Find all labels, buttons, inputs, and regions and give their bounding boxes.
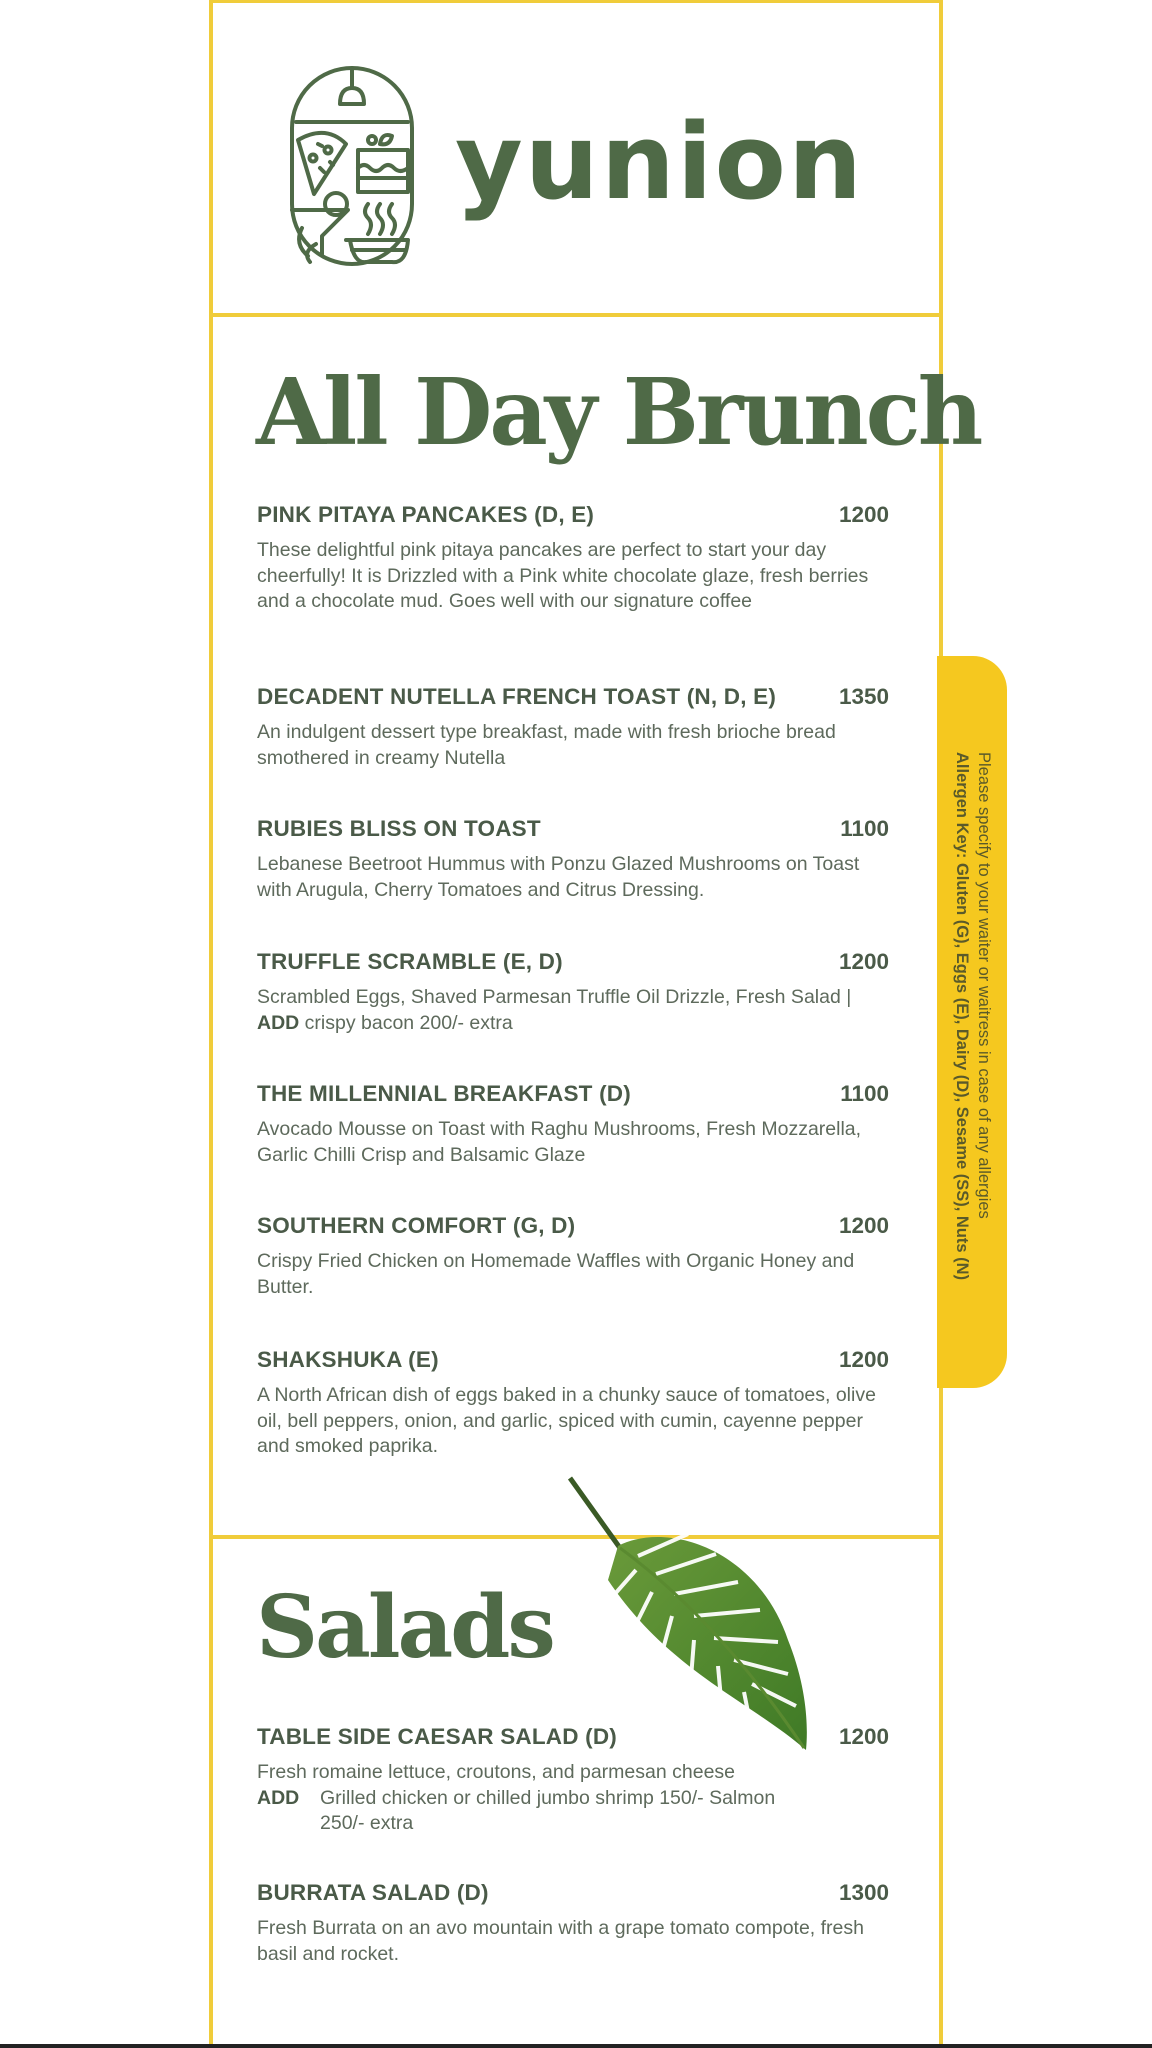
item-name: PINK PITAYA PANCAKES (D, E) — [257, 502, 595, 527]
item-description: Avocado Mousse on Toast with Raghu Mushrooms, Fresh Mozzarella, Garlic Chilli Crisp and Balsamic Glaze — [257, 1118, 862, 1166]
menu-item — [257, 949, 889, 1036]
item-description: An indulgent dessert type breakfast, made with fresh brioche bread smothered in creamy Nutella — [257, 721, 836, 769]
item-price: 1200 — [838, 1724, 889, 1749]
restaurant-emblem-icon — [288, 64, 416, 268]
item-name: DECADENT NUTELLA FRENCH TOAST (N, D, E) — [257, 684, 777, 709]
menu-item — [257, 1880, 889, 1967]
item-price: 1100 — [840, 816, 889, 841]
item-price: 1200 — [838, 1213, 889, 1238]
allergen-notice: Please specify to your waiter or waitress in case of any allergies — [975, 752, 993, 1219]
menu-item — [257, 1081, 889, 1168]
item-name: BURRATA SALAD (D) — [257, 1880, 489, 1905]
item-price: 1100 — [840, 1081, 889, 1106]
item-name: THE MILLENNIAL BREAKFAST (D) — [257, 1081, 631, 1106]
item-description: Lebanese Beetroot Hummus with Ponzu Glazed Mushrooms on Toast with Arugula, Cherry Tomatoes and Citrus Dressing. — [257, 853, 860, 901]
add-label: ADD — [257, 1786, 300, 1809]
item-description: Crispy Fried Chicken on Homemade Waffles with Organic Honey and Butter. — [257, 1250, 855, 1298]
menu-item — [257, 816, 889, 903]
item-price: 1350 — [838, 684, 889, 709]
allergen-info — [951, 752, 995, 1312]
item-price: 1200 — [838, 949, 889, 974]
add-label: ADD — [257, 1011, 300, 1034]
section-title-salads: Salads — [256, 1577, 553, 1678]
item-name: SOUTHERN COMFORT (G, D) — [257, 1213, 576, 1238]
menu-item — [257, 1724, 889, 1837]
allergen-key: Allergen Key: Gluten (G), Eggs (E), Dairy (D), Sesame (SS), Nuts (N) — [953, 752, 971, 1281]
palm-leaf-icon — [548, 1470, 838, 1760]
item-name: SHAKSHUKA (E) — [257, 1347, 439, 1372]
menu-item — [257, 1347, 889, 1460]
menu-item — [257, 502, 889, 615]
item-price: 1200 — [838, 1347, 889, 1372]
brand-wordmark: yunion — [455, 101, 865, 223]
menu-item — [257, 684, 889, 771]
item-description: These delightful pink pitaya pancakes are perfect to start your day cheerfully! It is Drizzled with a Pink white chocolate glaze, fresh berries and a chocolate mud. Goes well with our signature coffee — [257, 539, 869, 612]
item-description: Fresh romaine lettuce, croutons, and parmesan cheese ADD Grilled chicken or chilled jumbo shrimp 150/- Salmon 250/- extra — [257, 1760, 877, 1837]
item-description: A North African dish of eggs baked in a chunky sauce of tomatoes, olive oil, bell peppers, onion, and garlic, spiced with cumin, cayenne pepper and smoked paprika. — [257, 1384, 876, 1457]
item-name: TRUFFLE SCRAMBLE (E, D) — [257, 949, 563, 974]
item-price: 1300 — [838, 1880, 889, 1905]
header-divider — [209, 313, 943, 317]
add-text: Grilled chicken or chilled jumbo shrimp 150/- Salmon 250/- extra — [320, 1786, 776, 1834]
bottom-edge — [0, 2044, 1152, 2048]
menu-item — [257, 1213, 889, 1300]
item-description: Scrambled Eggs, Shaved Parmesan Truffle Oil Drizzle, Fresh Salad | ADD crispy bacon 200/- extra — [257, 986, 852, 1034]
item-name: RUBIES BLISS ON TOAST — [257, 816, 541, 841]
section-title-brunch: All Day Brunch — [256, 358, 981, 466]
item-price: 1200 — [838, 502, 889, 527]
item-description: Fresh Burrata on an avo mountain with a grape tomato compote, fresh basil and rocket. — [257, 1917, 864, 1965]
item-name: TABLE SIDE CAESAR SALAD (D) — [257, 1724, 617, 1749]
